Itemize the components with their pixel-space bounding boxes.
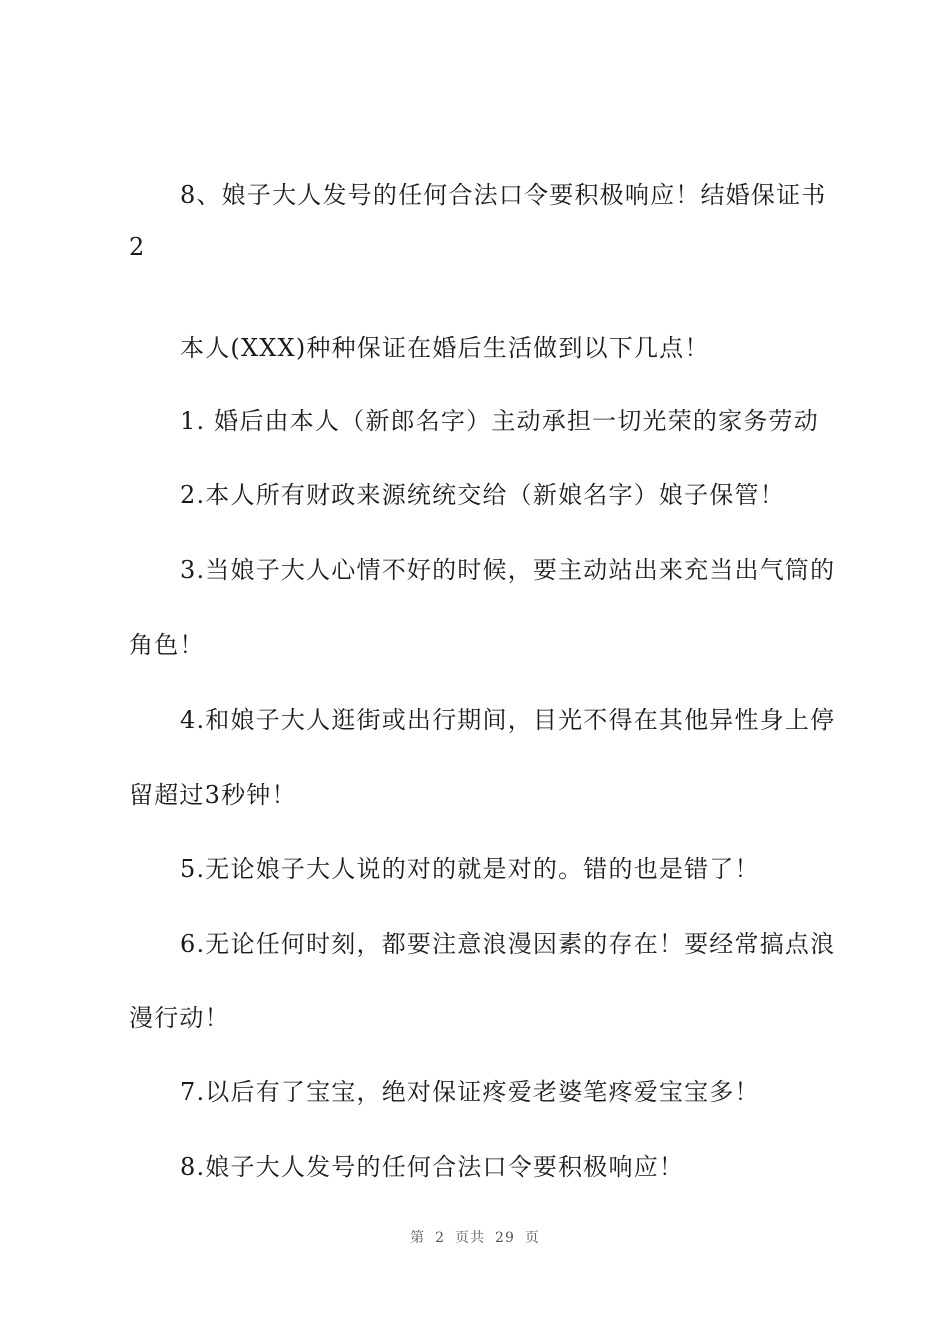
paragraph-line: 角色！ [129,631,205,659]
paragraph-line: 漫行动！ [129,1004,230,1032]
paragraph-line: 2 [129,233,146,261]
page-footer [0,1228,950,1248]
list-item: 8.娘子大人发号的任何合法口令要积极响应！ [180,1153,685,1181]
list-item: 3.当娘子大人心情不好的时候，要主动站出来充当出气筒的 [180,556,836,584]
list-item: 7.以后有了宝宝，绝对保证疼爱老婆笔疼爱宝宝多！ [180,1078,760,1106]
footer-middle: 页共 [455,1230,486,1246]
footer-prefix: 第 [410,1230,426,1246]
footer-total-pages: 29 [495,1230,515,1246]
list-item: 2.本人所有财政来源统统交给（新娘名字）娘子保管！ [180,481,785,509]
list-item: 6.无论任何时刻，都要注意浪漫因素的存在！要经常搞点浪 [180,930,836,958]
list-item: 1. 婚后由本人（新郎名字）主动承担一切光荣的家务劳动 [180,407,819,435]
list-item: 4.和娘子大人逛街或出行期间，目光不得在其他异性身上停 [180,706,836,734]
footer-suffix: 页 [524,1230,540,1246]
footer-page-number: 2 [435,1230,446,1246]
paragraph-line: 留超过3秒钟！ [129,781,297,809]
paragraph-line: 本人(XXX)种种保证在婚后生活做到以下几点！ [180,334,710,362]
list-item: 5.无论娘子大人说的对的就是对的。错的也是错了！ [180,855,760,883]
paragraph-line: 8、娘子大人发号的任何合法口令要积极响应！结婚保证书 [180,181,827,209]
